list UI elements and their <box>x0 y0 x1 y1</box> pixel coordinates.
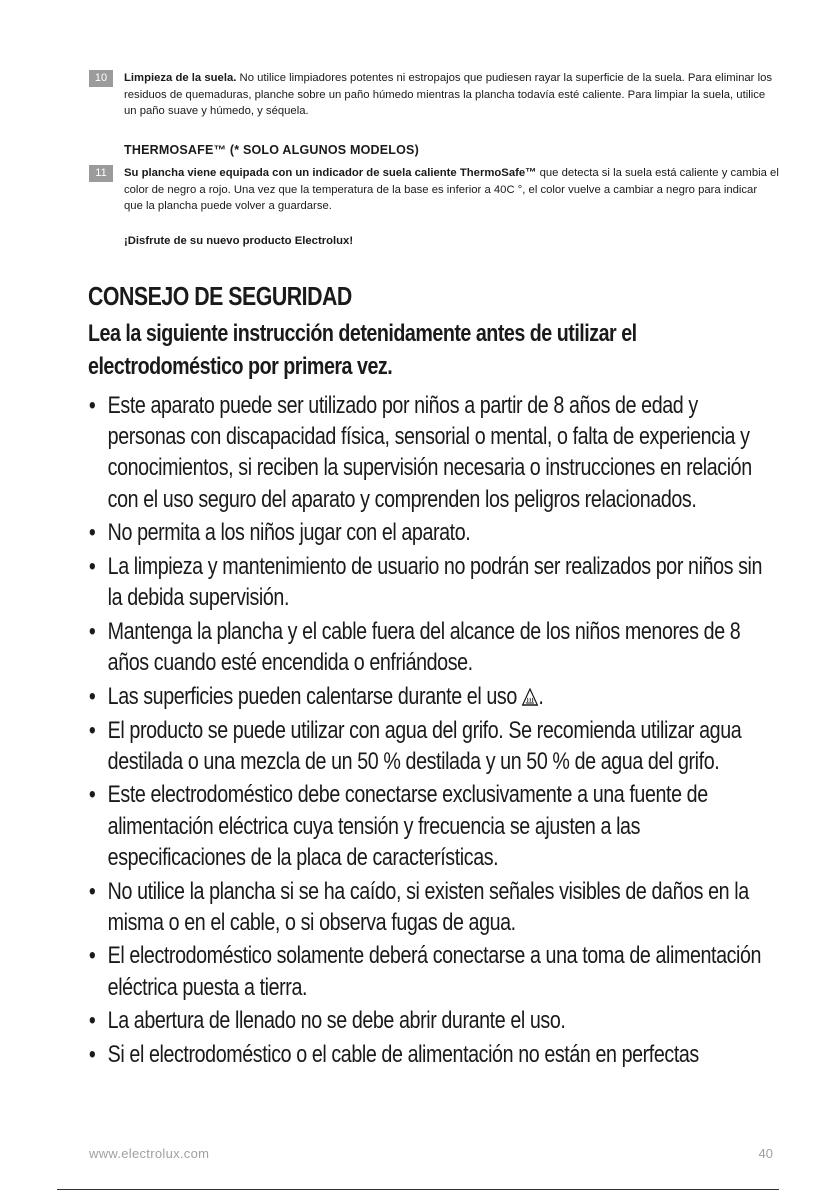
section-intro: Lea la siguiente instrucción detenidamente antes de utilizar el electrodoméstico por primera vez. <box>88 320 637 380</box>
list-item-text: La abertura de llenado no se debe abrir durante el uso. <box>107 1007 566 1035</box>
page-number: 40 <box>758 1146 773 1161</box>
bullet-icon: • <box>88 877 96 905</box>
bullet-icon: • <box>88 1007 96 1035</box>
bullet-icon: • <box>88 617 96 645</box>
bullet-icon: • <box>88 942 96 970</box>
list-item-text: Las superficies pueden calentarse durante el uso <box>107 682 517 710</box>
list-item-text: Este electrodoméstico debe conectarse exclusivamente a una fuente de alimentación eléctrica cuya tensión y frecuencia se ajusten a las especificaciones de la placa de características. <box>107 781 708 871</box>
list-item <box>88 1005 777 1036</box>
list-item <box>88 1039 777 1070</box>
bullet-icon: • <box>88 553 96 581</box>
list-item <box>88 616 777 678</box>
list-item-text: Si el electrodoméstico o el cable de alimentación no están en perfectas <box>107 1041 699 1069</box>
bullet-icon: • <box>88 682 96 710</box>
bullet-icon: • <box>88 1041 96 1069</box>
list-item <box>88 517 777 548</box>
list-item <box>88 940 777 1002</box>
list-item-text: La limpieza y mantenimiento de usuario no podrán ser realizados por niños sin la debida supervisión. <box>107 553 763 612</box>
section-title: CONSEJO DE SEGURIDAD <box>88 281 352 311</box>
list-item-text: El producto se puede utilizar con agua del grifo. Se recomienda utilizar agua destilada o una mezcla de un 50 % destilada y un 50 % de agua del grifo. <box>107 716 742 775</box>
bullet-icon: • <box>88 716 96 744</box>
step-10 <box>89 70 779 120</box>
step-text <box>124 165 779 215</box>
footer-website: www.electrolux.com <box>89 1146 210 1161</box>
list-item-text: No utilice la plancha si se ha caído, si existen señales visibles de daños en la misma o en el cable, o si observa fugas de agua. <box>107 877 749 936</box>
step-11 <box>89 165 779 215</box>
list-item <box>88 779 777 873</box>
bullet-icon: • <box>88 519 96 547</box>
thermosafe-heading: THERMOSAFE™ (* SOLO ALGUNOS MODELOS) <box>124 143 419 157</box>
footer-divider <box>57 1189 779 1190</box>
list-item <box>88 876 777 938</box>
list-item <box>88 551 777 613</box>
list-item-text: Mantenga la plancha y el cable fuera del alcance de los niños menores de 8 años cuando esté encendida o enfriándose. <box>107 617 741 677</box>
list-item-text: El electrodoméstico solamente deberá conectarse a una toma de alimentación eléctrica puesta a tierra. <box>107 942 762 1001</box>
step-text <box>124 70 779 120</box>
list-item-suffix: . <box>538 682 544 710</box>
step-number-badge: 10 <box>89 70 113 87</box>
step-body: que detecta si la suela está caliente y cambia el color de negro a rojo. Una vez que la temperatura de la base es inferior a 40C °, el color vuelve a cambiar a negro para indicar que la plancha puede volver a guardarse. <box>124 167 779 212</box>
list-item <box>88 681 777 712</box>
safety-list <box>88 390 777 1073</box>
bullet-icon: • <box>88 392 96 419</box>
list-item-text: No permita a los niños jugar con el aparato. <box>107 519 471 547</box>
bullet-icon: • <box>88 781 96 809</box>
step-body: No utilice limpiadores potentes ni estropajos que pudiesen rayar la superficie de la suela. Para eliminar los residuos de quemaduras, planche sobre un paño húmedo mientras la plancha todavía esté caliente. Para limpiar la suela, utilice un paño suave y húmedo, y séquela. <box>124 72 773 117</box>
hot-surface-warning-icon <box>522 688 538 706</box>
step-bold-lead: Su plancha viene equipada con un indicador de suela caliente ThermoSafe™ <box>124 167 537 179</box>
list-item <box>88 390 777 515</box>
enjoy-message: ¡Disfrute de su nuevo producto Electrolux! <box>124 235 354 247</box>
list-item-text: Este aparato puede ser utilizado por niños a partir de 8 años de edad y personas con discapacidad física, sensorial o mental, o falta de experiencia y conocimientos, si reciben la supervisión necesaria o instrucciones en relación con el uso seguro del aparato y comprenden los peligros relacionados. <box>107 392 752 513</box>
list-item <box>88 715 777 777</box>
step-number-badge: 11 <box>89 165 113 182</box>
step-bold-lead: Limpieza de la suela. <box>124 72 237 84</box>
